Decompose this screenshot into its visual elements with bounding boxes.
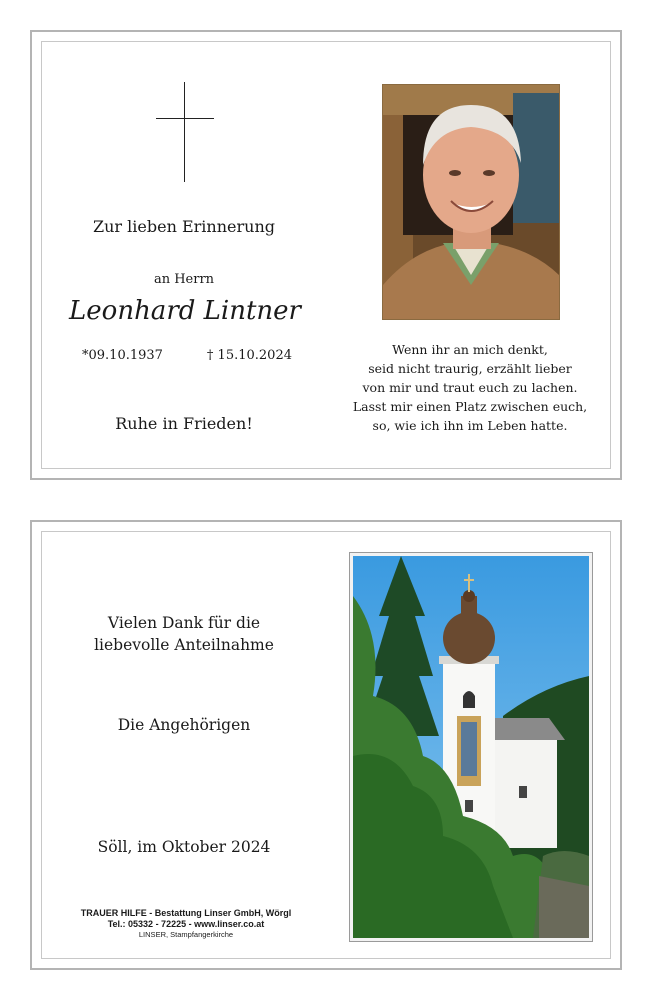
farewell-text: Ruhe in Frieden! <box>115 414 253 433</box>
poem-line: so, wie ich ihn im Leben hatte. <box>372 418 568 433</box>
family-signature: Die Angehörigen <box>117 716 251 734</box>
place-date: Söll, im Oktober 2024 <box>97 838 271 856</box>
thanks-line-1: Vielen Dank für die <box>107 614 261 632</box>
salutation: an Herrn <box>153 272 215 287</box>
memory-heading: Zur lieben Erinnerung <box>93 217 275 236</box>
life-dates <box>82 348 292 363</box>
memorial-poem <box>338 340 602 435</box>
poem-line: Wenn ihr an mich denkt, <box>392 342 548 357</box>
imprint-company: TRAUER HILFE - Bestattung Linser GmbH, Wörgl <box>80 908 292 918</box>
portrait-photo <box>382 84 560 320</box>
imprint-contact: Tel.: 05332 - 72225 - www.linser.co.at <box>107 919 265 929</box>
latin-cross-icon <box>156 82 214 182</box>
thanks-line-2: liebevolle Anteilnahme <box>94 636 274 654</box>
poem-line: Lasst mir einen Platz zwischen euch, <box>352 399 588 414</box>
deceased-name: Leonhard Lintner <box>69 296 301 326</box>
poem-line: von mir und traut euch zu lachen. <box>362 380 578 395</box>
birth-date: *09.10.1937 <box>82 348 163 363</box>
church-photo <box>349 552 593 942</box>
thanks-text <box>74 612 294 656</box>
card-back-inner-frame <box>41 531 611 959</box>
memorial-card-back <box>30 520 622 970</box>
funeral-home-imprint <box>56 908 316 939</box>
death-date: † 15.10.2024 <box>206 348 292 363</box>
memorial-card-front <box>30 30 622 480</box>
poem-line: seid nicht traurig, erzählt lieber <box>368 361 572 376</box>
imprint-caption: LINSER, Stampfangerkirche <box>138 930 234 939</box>
card-front-inner-frame <box>41 41 611 469</box>
